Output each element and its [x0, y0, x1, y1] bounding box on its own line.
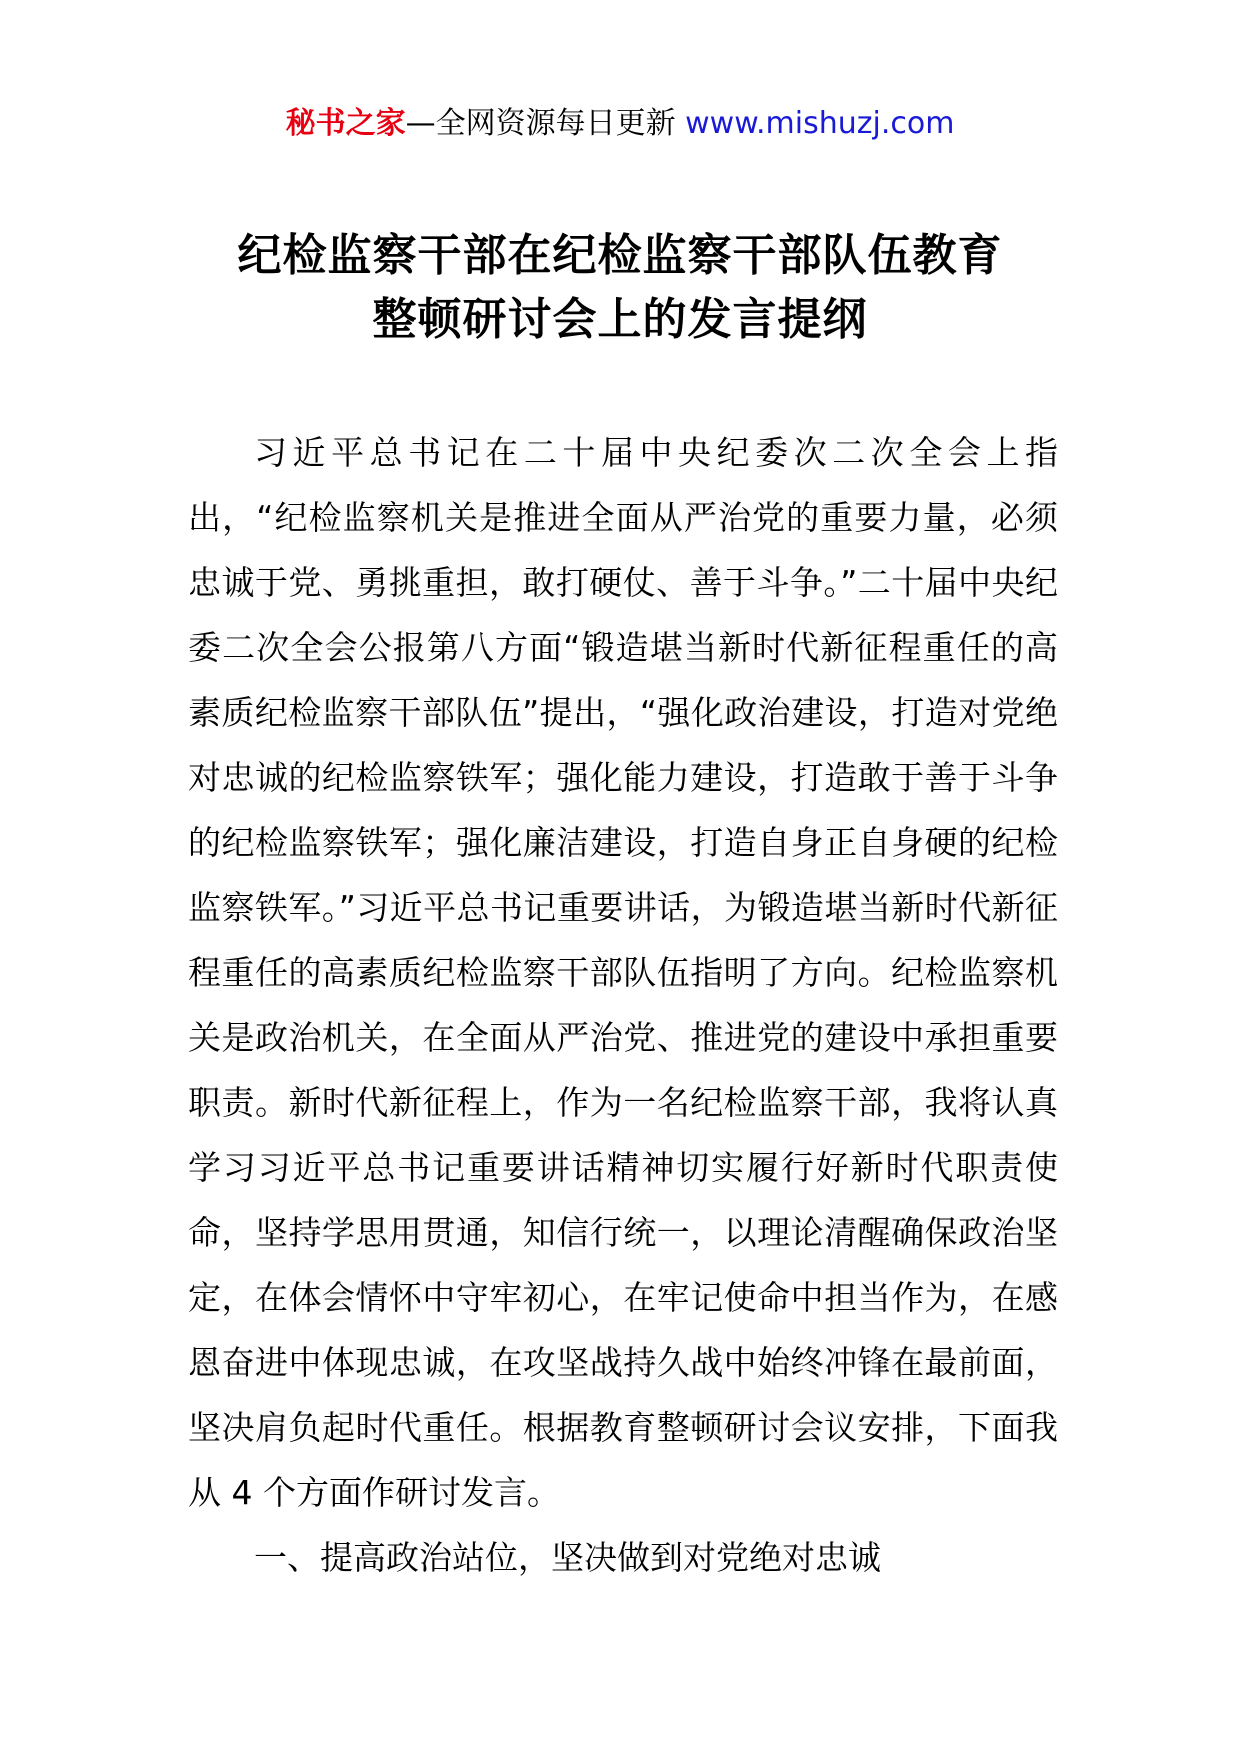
title-line-2: 整顿研讨会上的发言提纲: [372, 294, 868, 345]
section-heading: 一、提高政治站位，坚决做到对党绝对忠诚: [254, 1538, 881, 1577]
site-tagline: —全网资源每日更新: [405, 106, 686, 141]
site-header: [0, 100, 1240, 148]
body-paragraph: 习近平总书记在二十届中央纪委次二次全会上指出，“纪检监察机关是推进全面从严治党的重要力量，必须忠诚于党、勇挑重担，敢打硬仗、善于斗争。”二十届中央纪委二次全会公报第八方面“锻造堪当新时代新征程重任的高素质纪检监察干部队伍”提出，“强化政治建设，打造对党绝对忠诚的纪检监察铁军；强化能力建设，打造敢于善于斗争的纪检监察铁军；强化廉洁建设，打造自身正自身硬的纪检监察铁军。”习近平总书记重要讲话，为锻造堪当新时代新征程重任的高素质纪检监察干部队伍指明了方向。纪检监察机关是政治机关，在全面从严治党、推进党的建设中承担重要职责。新时代新征程上，作为一名纪检监察干部，我将认真学习习近平总书记重要讲话精神切实履行好新时代职责使命，坚持学思用贯通，知信行统一，以理论清醒确保政治坚定，在体会情怀中守牢初心，在牢记使命中担当作为，在感恩奋进中体现忠诚，在攻坚战持久战中始终冲锋在最前面，坚决肩负起时代重任。根据教育整顿研讨会议安排，下面我从 4 个方面作研讨发言。: [188, 433, 1058, 1512]
title-line-1: 纪检监察干部在纪检监察干部队伍教育: [237, 230, 1003, 281]
site-brand: 秘书之家: [285, 106, 406, 141]
site-url-link[interactable]: www.mishuzj.com: [685, 106, 955, 141]
document-body: [188, 420, 1058, 1590]
document-title: [120, 224, 1120, 352]
